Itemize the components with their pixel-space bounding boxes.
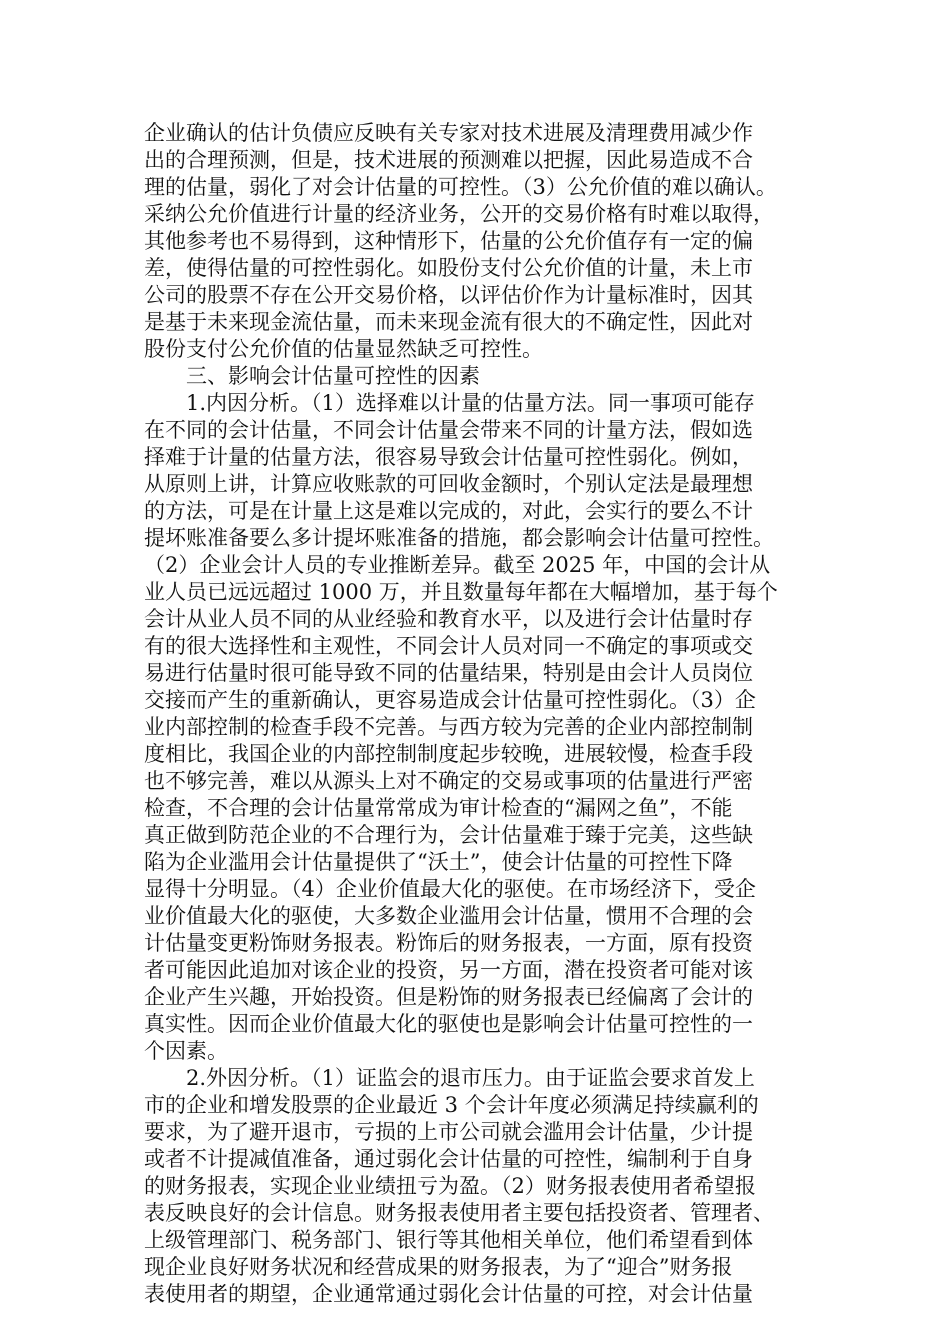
text-line: 计估量变更粉饰财务报表。粉饰后的财务报表，一方面，原有投资 <box>144 931 753 955</box>
text-line: 交接而产生的重新确认，更容易造成会计估量可控性弱化。（3）企 <box>144 688 756 712</box>
text-line: 企业确认的估计负债应反映有关专家对技术进展及清理费用减少作 <box>144 121 753 145</box>
text-line: 表使用者的期望，企业通常通过弱化会计估量的可控，对会计估量 <box>144 1282 753 1306</box>
text-line: 其他参考也不易得到，这种情形下，估量的公允价值存有一定的偏 <box>144 229 753 253</box>
text-line: 择难于计量的估量方法，很容易导致会计估量可控性弱化。例如， <box>144 445 753 469</box>
text-line: 差，使得估量的可控性弱化。如股份支付公允价值的计量，未上市 <box>144 256 753 280</box>
text-line: 公司的股票不存在公开交易价格，以评估价作为计量标准时，因其 <box>144 283 753 307</box>
text-line: 从原则上讲，计算应收账款的可回收金额时，个别认定法是最理想 <box>144 472 753 496</box>
text-line: 或者不计提减值准备，通过弱化会计估量的可控性，编制利于自身 <box>144 1147 753 1171</box>
text-line: 个因素。 <box>144 1039 228 1063</box>
text-line: 提坏账准备要么多计提坏账准备的措施，都会影响会计估量可控性。 <box>144 526 774 550</box>
text-line: 的财务报表，实现企业业绩扭亏为盈。（2）财务报表使用者希望报 <box>144 1174 756 1198</box>
text-line: 也不够完善，难以从源头上对不确定的交易或事项的估量进行严密 <box>144 769 753 793</box>
document-body <box>144 120 806 1308</box>
text-line: 市的企业和增发股票的企业最近 3 个会计年度必须满足持续赢利的 <box>144 1093 759 1117</box>
text-line: 业价值最大化的驱使，大多数企业滥用会计估量，惯用不合理的会 <box>144 904 753 928</box>
paragraph-start: 2.外因分析。（1）证监会的退市压力。由于证监会要求首发上 <box>186 1066 755 1090</box>
text-line: 采纳公允价值进行计量的经济业务，公开的交易价格有时难以取得， <box>144 202 774 226</box>
text-line: 者可能因此追加对该企业的投资，另一方面，潜在投资者可能对该 <box>144 958 753 982</box>
text-line: 业内部控制的检查手段不完善。与西方较为完善的企业内部控制制 <box>144 715 753 739</box>
text-line: 有的很大选择性和主观性，不同会计人员对同一不确定的事项或交 <box>144 634 753 658</box>
text-line: 是基于未来现金流估量，而未来现金流有很大的不确定性，因此对 <box>144 310 753 334</box>
text-line: 的方法，可是在计量上这是难以完成的，对此，会实行的要么不计 <box>144 499 753 523</box>
text-line: 显得十分明显。（4）企业价值最大化的驱使。在市场经济下，受企 <box>144 877 756 901</box>
text-line: 上级管理部门、税务部门、银行等其他相关单位，他们希望看到体 <box>144 1228 753 1252</box>
text-line: 真实性。因而企业价值最大化的驱使也是影响会计估量可控性的一 <box>144 1012 753 1036</box>
section-heading: 三、影响会计估量可控性的因素 <box>186 364 480 388</box>
text-line: 要求，为了避开退市，亏损的上市公司就会滥用会计估量，少计提 <box>144 1120 753 1144</box>
text-line: 易进行估量时很可能导致不同的估量结果，特别是由会计人员岗位 <box>144 661 753 685</box>
text-line: 理的估量，弱化了对会计估量的可控性。（3）公允价值的难以确认。 <box>144 175 777 199</box>
text-line: 股份支付公允价值的估量显然缺乏可控性。 <box>144 337 543 361</box>
text-line: 度相比，我国企业的内部控制制度起步较晚，进展较慢，检查手段 <box>144 742 753 766</box>
text-line: 表反映良好的会计信息。财务报表使用者主要包括投资者、管理者、 <box>144 1201 774 1225</box>
text-line: 企业产生兴趣，开始投资。但是粉饰的财务报表已经偏离了会计的 <box>144 985 753 1009</box>
text-line: 在不同的会计估量，不同会计估量会带来不同的计量方法，假如选 <box>144 418 753 442</box>
text-line: 会计从业人员不同的从业经验和教育水平，以及进行会计估量时存 <box>144 607 753 631</box>
text-line: 出的合理预测，但是，技术进展的预测难以把握，因此易造成不合 <box>144 148 753 172</box>
text-line: 现企业良好财务状况和经营成果的财务报表，为了“迎合”财务报 <box>144 1255 733 1279</box>
text-line: 陷为企业滥用会计估量提供了“沃土”，使会计估量的可控性下降 <box>144 850 733 874</box>
paragraph-start: 1.内因分析。（1）选择难以计量的估量方法。同一事项可能存 <box>186 391 755 415</box>
text-line: 业人员已远远超过 1000 万，并且数量每年都在大幅增加，基于每个 <box>144 580 778 604</box>
text-line: 真正做到防范企业的不合理行为，会计估量难于臻于完美，这些缺 <box>144 823 753 847</box>
text-line: 检查，不合理的会计估量常常成为审计检查的“漏网之鱼”，不能 <box>144 796 733 820</box>
text-line: （2）企业会计人员的专业推断差异。截至 2025 年，中国的会计从 <box>144 553 771 577</box>
